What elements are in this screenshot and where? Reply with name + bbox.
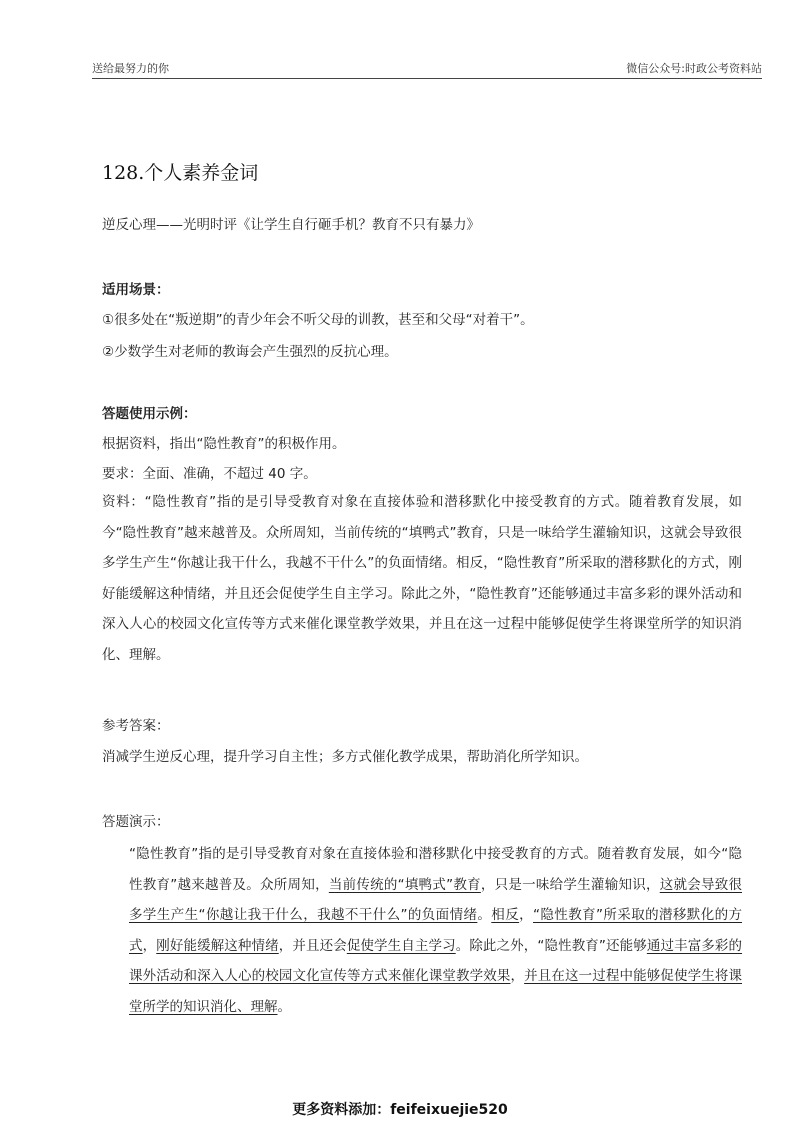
demo-segment: ， xyxy=(510,968,525,984)
demo-segment: ， xyxy=(142,937,157,954)
example-question: 根据资料，指出“隐性教育”的积极作用。 xyxy=(102,436,346,452)
demo-paragraph xyxy=(102,839,742,1022)
example-material: 资料：“隐性教育”指的是引导受教育对象在直接体验和潜移默化中接受教育的方式。随着教育发展，如今“隐性教育”越来越普及。众所周知，当前传统的“填鸭式”教育，只是一味给学生灌输知识，这就会导致很多学生产生“你越让我干什么，我越不干什么”的负面情绪。相反，“隐性教育”所采取的潜移默化的方式，刚好能缓解这种情绪，并且还会促使学生自主学习。除此之外，“隐性教育”还能够通过丰富多彩的课外活动和深入人心的校园文化宣传等方式来催化课堂教学效果，并且在这一过程中能够促使学生将课堂所学的知识消化、理解。 xyxy=(102,494,742,663)
header-left-text: 送给最努力的你 xyxy=(92,62,169,75)
answer-heading: 参考答案： xyxy=(102,718,170,734)
demo-underlined-segment: 促使学生自主学习 xyxy=(346,937,456,954)
example-heading: 答题使用示例： xyxy=(102,406,197,422)
demo-underlined-segment: 相反 xyxy=(491,907,520,923)
example-requirement: 要求：全面、准确，不超过 40 字。 xyxy=(102,466,317,482)
scene-item-1: ①很多处在“叛逆期”的青少年会不听父母的训教，甚至和父母“对着干”。 xyxy=(102,312,534,328)
demo-underlined-segment: 刚好能缓解这种情绪 xyxy=(156,937,279,954)
page-header xyxy=(92,58,762,79)
demo-heading: 答题演示： xyxy=(102,814,170,830)
demo-underlined-segment: 并且在这一过程中能够促使学生将课堂所学的知识消化、理解 xyxy=(129,968,742,1015)
demo-segment: ， xyxy=(519,907,534,923)
demo-segment: 。 xyxy=(277,998,291,1015)
page-title: 128.个人素养金词 xyxy=(102,162,259,184)
footer-text: 更多资料添加：feifeixuejie520 xyxy=(292,1102,508,1118)
subtitle: 逆反心理——光明时评《让学生自行砸手机？教育不只有暴力》 xyxy=(102,217,480,233)
demo-segment: “隐性教育”指的是引导受教育对象在直接体验和潜移默化中接受教育的方式。随着教育发展，如今“隐性教育”越来越普及。众所周知， xyxy=(129,846,742,893)
demo-underlined-segment: 当前传统的“填鸭式”教育 xyxy=(328,876,481,893)
demo-underlined-segment: 通过丰富多彩的课外活动和深入人心的校园文化宣传等方式来催化课堂教学效果 xyxy=(129,937,743,984)
scene-item-2: ②少数学生对老师的教诲会产生强烈的反抗心理。 xyxy=(102,344,398,360)
header-right-text: 微信公众号:时政公考资料站 xyxy=(626,62,762,75)
demo-segment: 。除此之外，“隐性教育”还能够 xyxy=(455,937,647,954)
demo-underlined-segment: “隐性教育”所采取的潜移默化的方式 xyxy=(129,907,743,954)
demo-underlined-segment: 这就会导致很多学生产生“你越让我干什么，我越不干什么”的负面情绪 xyxy=(129,876,742,923)
demo-segment: ，只是一味给学生灌输知识， xyxy=(480,876,660,893)
scenes-heading: 适用场景： xyxy=(102,282,170,298)
answer-text: 消减学生逆反心理，提升学习自主性；多方式催化教学成果，帮助消化所学知识。 xyxy=(102,749,588,765)
demo-segment: 。 xyxy=(477,907,492,923)
demo-segment: ，并且还会 xyxy=(278,937,347,954)
demo-text xyxy=(102,839,742,1022)
